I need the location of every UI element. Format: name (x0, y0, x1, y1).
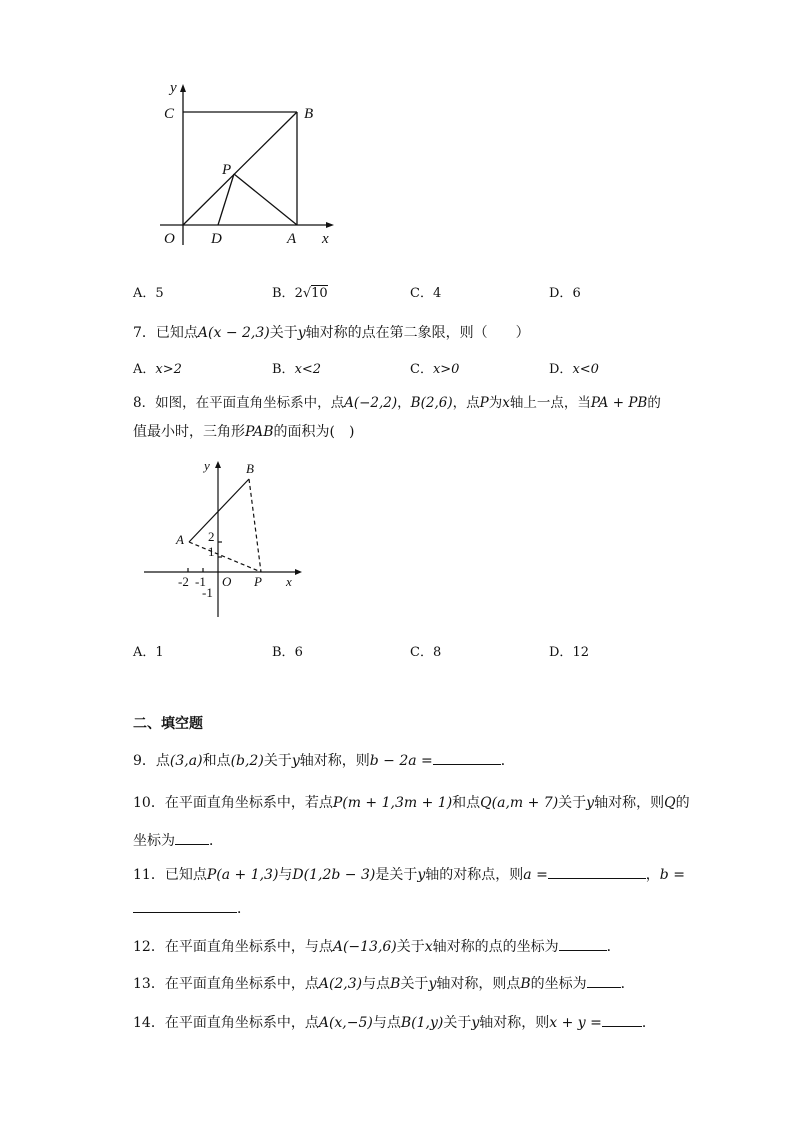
q13-answer-blank[interactable] (587, 973, 621, 988)
label-p: P (254, 574, 262, 589)
x-axis-arrow (295, 569, 302, 575)
q12-answer-blank[interactable] (559, 936, 607, 951)
q9-answer-blank[interactable] (433, 750, 501, 765)
tick-label-neg1: -1 (195, 574, 206, 589)
q11-stem-line2: ． (133, 898, 251, 918)
q11-answer-a-blank[interactable] (548, 864, 646, 879)
label-p: P (222, 162, 232, 178)
q7-option-a[interactable]: A．x>2 (133, 362, 182, 377)
figure-square-oabc (150, 70, 350, 250)
q8-option-c[interactable]: C．8 (410, 645, 442, 660)
q6-option-a[interactable]: A．5 (133, 286, 164, 301)
q11-answer-b-blank[interactable] (133, 898, 237, 913)
q12-stem: 12．在平面直角坐标系中，与点A(−13,6)关于x轴对称的点的坐标为 ． (133, 936, 621, 956)
q7-option-c[interactable]: C．x>0 (410, 362, 460, 377)
segment-pa (234, 174, 297, 225)
segment-pb-dashed (249, 479, 261, 572)
diagonal-ob (183, 112, 297, 225)
y-axis-arrow (180, 84, 186, 92)
label-a: A (287, 231, 297, 247)
q14-answer-blank[interactable] (602, 1012, 642, 1027)
q10-answer-blank[interactable] (175, 830, 209, 845)
q6-option-b[interactable]: B．2√10 (272, 286, 328, 301)
label-a: A (176, 532, 184, 547)
label-y: y (204, 458, 210, 473)
q9-stem: 9．点(3,a)和点(b,2)关于y轴对称，则b − 2a = ． (133, 750, 515, 770)
x-axis-arrow (326, 222, 334, 228)
label-b: B (304, 106, 314, 122)
tick-label-y-neg1: -1 (202, 585, 213, 600)
label-o: O (222, 574, 232, 589)
label-x: x (322, 231, 329, 247)
q10-stem-line1: 10．在平面直角坐标系中，若点P(m + 1,3m + 1)和点Q(a,m + 7)关于y轴对称，则Q的 (133, 795, 690, 811)
label-d: D (211, 231, 222, 247)
segment-ab (189, 479, 249, 542)
tick-label-2: 2 (208, 529, 215, 544)
figure-coordinate-plot (140, 455, 310, 625)
q7-option-b[interactable]: B．x<2 (272, 362, 322, 377)
label-o: O (164, 231, 175, 247)
tick-label-1: 1 (208, 544, 215, 559)
q8-option-d[interactable]: D．12 (549, 645, 589, 660)
sqrt-sign-icon: √ (302, 286, 312, 301)
q14-stem: 14．在平面直角坐标系中，点A(x,−5)与点B(1,y)关于y轴对称，则x + y = ． (133, 1012, 656, 1032)
segment-ap-dashed (189, 542, 261, 572)
q13-stem: 13．在平面直角坐标系中，点A(2,3)与点B关于y轴对称，则点B的坐标为 ． (133, 973, 635, 993)
q7-stem: 7．已知点A(x − 2,3)关于y轴对称的点在第二象限，则（ ） (133, 325, 530, 341)
label-y: y (170, 80, 177, 96)
q10-stem-line2: 坐标为 ． (133, 830, 223, 850)
q6-option-c[interactable]: C．4 (410, 286, 442, 301)
label-c: C (164, 106, 175, 122)
y-axis-arrow (215, 461, 221, 468)
q8-option-a[interactable]: A．1 (133, 645, 164, 660)
q8-stem-line1: 8．如图，在平面直角坐标系中，点A(−2,2)，B(2,6)，点P为x轴上一点，当PA + PB的 (133, 395, 661, 411)
label-b: B (246, 461, 254, 476)
q6-option-d[interactable]: D．6 (549, 286, 581, 301)
tick-label-neg2: -2 (178, 574, 189, 589)
section-title-fill-in: 二、填空题 (133, 716, 203, 732)
q7-option-d[interactable]: D．x<0 (549, 362, 599, 377)
q8-option-b[interactable]: B．6 (272, 645, 303, 660)
q8-stem-line2: 值最小时，三角形PAB的面积为( ) (133, 424, 355, 440)
label-x: x (286, 574, 292, 589)
q11-stem-line1: 11．已知点P(a + 1,3)与D(1,2b − 3)是关于y轴的对称点，则a = ，b = (133, 864, 685, 884)
